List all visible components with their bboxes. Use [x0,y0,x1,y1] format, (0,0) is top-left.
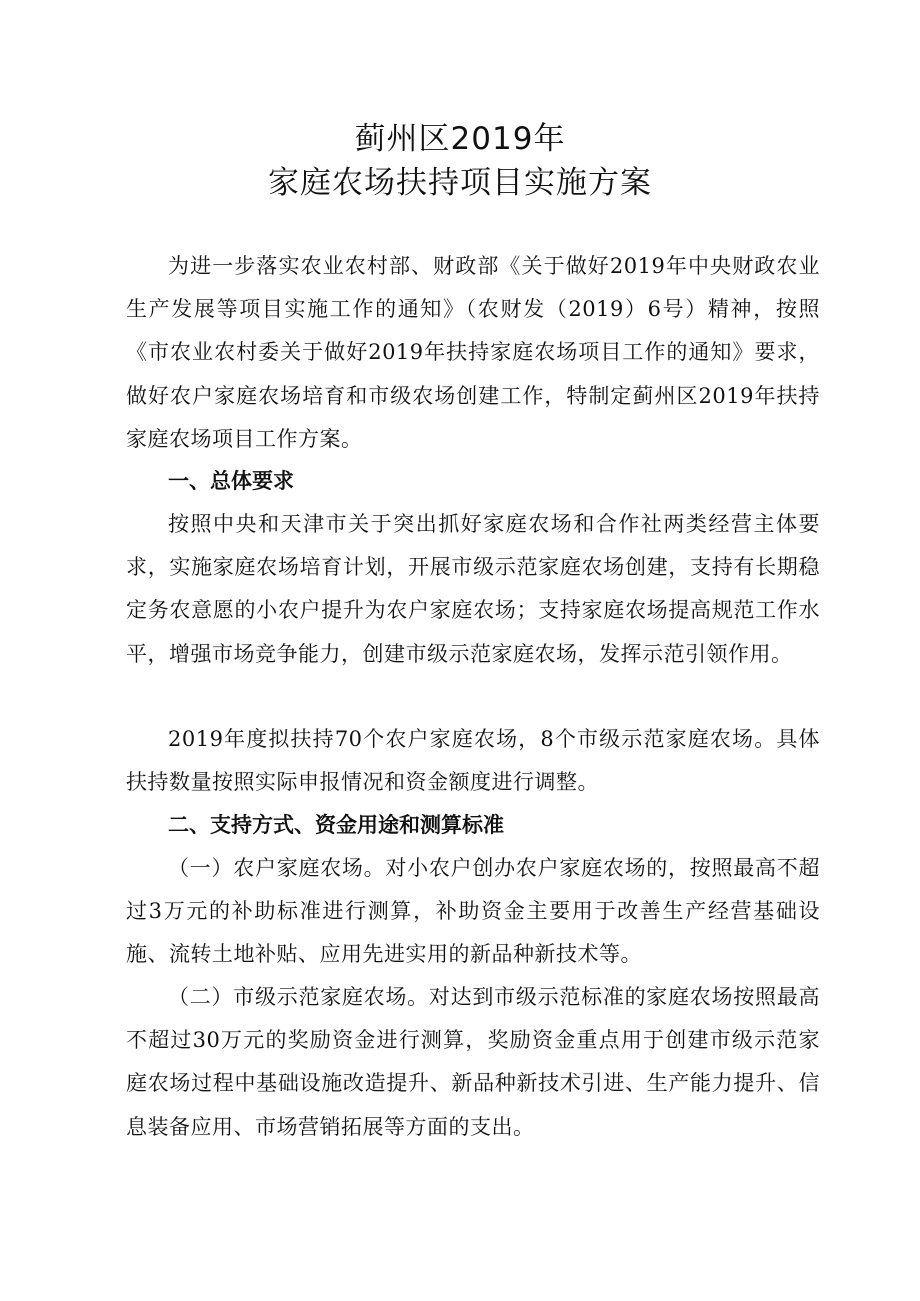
section2-item1: （一）农户家庭农场。对小农户创办农户家庭农场的，按照最高不超过3万元的补助标准进行测算，补助资金主要用于改善生产经营基础设施、流转土地补贴、应用先进实用的新品种新技术等。 [126,856,820,967]
section1-paragraph1: 按照中央和天津市关于突出抓好家庭农场和合作社两类经营主体要求，实施家庭农场培育计划，开展市级示范家庭农场创建，支持有长期稳定务农意愿的小农户提升为农户家庭农场；支持家庭农场提高规范工作水平，增强市场竞争能力，创建市级示范家庭农场，发挥示范引领作用。 [126,512,820,666]
intro-paragraph: 为进一步落实农业农村部、财政部《关于做好2019年中央财政农业生产发展等项目实施工作的通知》（农财发（2019）6号）精神，按照《市农业农村委关于做好2019年扶持家庭农场项目工作的通知》要求，做好农户家庭农场培育和市级农场创建工作，特制定蓟州区2019年扶持家庭农场项目工作方案。 [126,254,820,451]
section1-heading: 一、总体要求 [168,469,294,493]
document-title-line1: 蓟州区2019年 [354,121,566,157]
section2-item2: （二）市级示范家庭农场。对达到市级示范标准的家庭农场按照最高不超过30万元的奖励资金进行测算，奖励资金重点用于创建市级示范家庭农场过程中基础设施改造提升、新品种新技术引进、生产能力提升、信息装备应用、市场营销拓展等方面的支出。 [126,985,820,1139]
document-title-line2: 家庭农场扶持项目实施方案 [268,165,652,201]
section1-paragraph2: 2019年度拟扶持70个农户家庭农场，8个市级示范家庭农场。具体扶持数量按照实际申报情况和资金额度进行调整。 [126,727,820,795]
section2-heading: 二、支持方式、资金用途和测算标准 [168,813,504,837]
